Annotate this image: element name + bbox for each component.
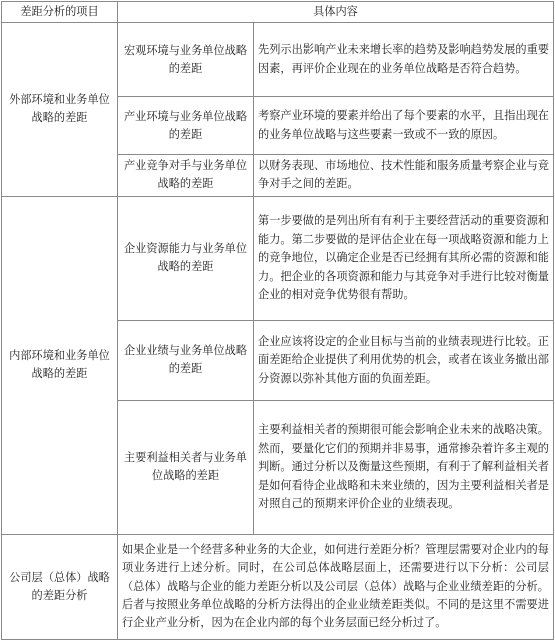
table-row: [2, 23, 554, 97]
row-content: 先列示出影响产业未来增长率的趋势及影响趋势发展的重要因素，再评价企业现在的业务单位战略是否符合趋势。: [254, 23, 554, 97]
row-item: 产业竞争对手与业务单位战略的差距: [118, 155, 254, 197]
row-content: 第一步要做的是列出所有有利于主要经营活动的重要资源和能力。第二步要做的是评估企业在每一项战略资源和能力上的竞争地位，以确定企业是否已经拥有其所必需的资源和能力。把企业的各项资源和能力与其竞争对手进行比较对衡量企业的相对竞争优势很有帮助。: [254, 196, 554, 320]
table-row: [2, 196, 554, 320]
row-content: 主要利益相关者的预期很可能会影响企业未来的战略决策。然而，要量化它们的预期并非易事，通常掺杂着许多主观的判断。通过分析以及衡量这些预期，有利于了解利益相关者是如何看待企业战略和未来业绩的，因为主要利益相关者是对照自己的预期来评价企业的业绩表现。: [254, 400, 554, 534]
row-item: 主要利益相关者与业务单位战略的差距: [118, 400, 254, 534]
row-item: 企业业绩与业务单位战略的差距: [118, 320, 254, 400]
section-title-external: 外部环境和业务单位战略的差距: [2, 23, 118, 197]
row-content: 如果企业是一个经营多种业务的大企业，如何进行差距分析？管理层需要对企业内的每项业务进行上述分析。同时，在公司总体战略层面上，还需要进行以下分析：公司层（总体）战略与企业的能力差距分析以及公司层（总体）战略与企业业绩差距的分析。后者与按照业务单位战略的分析方法得出的企业业绩差距类似。不同的是这里不需要进行企业产业分析，因为在企业内部的每个业务层面已经分析过了。: [118, 534, 554, 639]
row-item: 宏观环境与业务单位战略的差距: [118, 23, 254, 97]
header-content-column: 具体内容: [118, 2, 554, 23]
header-item-column: 差距分析的项目: [2, 2, 118, 23]
row-item: 产业环境与业务单位战略的差距: [118, 97, 254, 155]
section-title-internal: 内部环境和业务单位战略的差距: [2, 196, 118, 534]
header-row: [2, 2, 554, 23]
row-content: 考察产业环境的要素并给出了每个要素的水平，且指出现在的业务单位战略与这些要素一致或不一致的原因。: [254, 97, 554, 155]
gap-analysis-table: [1, 1, 554, 640]
row-content: 以财务表现、市场地位、技术性能和服务质量考察企业与竞争对手之间的差距。: [254, 155, 554, 197]
row-item: 企业资源能力与业务单位战略的差距: [118, 196, 254, 320]
section-title-corporate: 公司层（总体）战略的差距分析: [2, 534, 118, 639]
row-content: 企业应该将设定的企业目标与当前的业绩表现进行比较。正面差距给企业提供了利用优势的机会，或者在该业务撤出部分资源以弥补其他方面的负面差距。: [254, 320, 554, 400]
table-row: [2, 534, 554, 639]
